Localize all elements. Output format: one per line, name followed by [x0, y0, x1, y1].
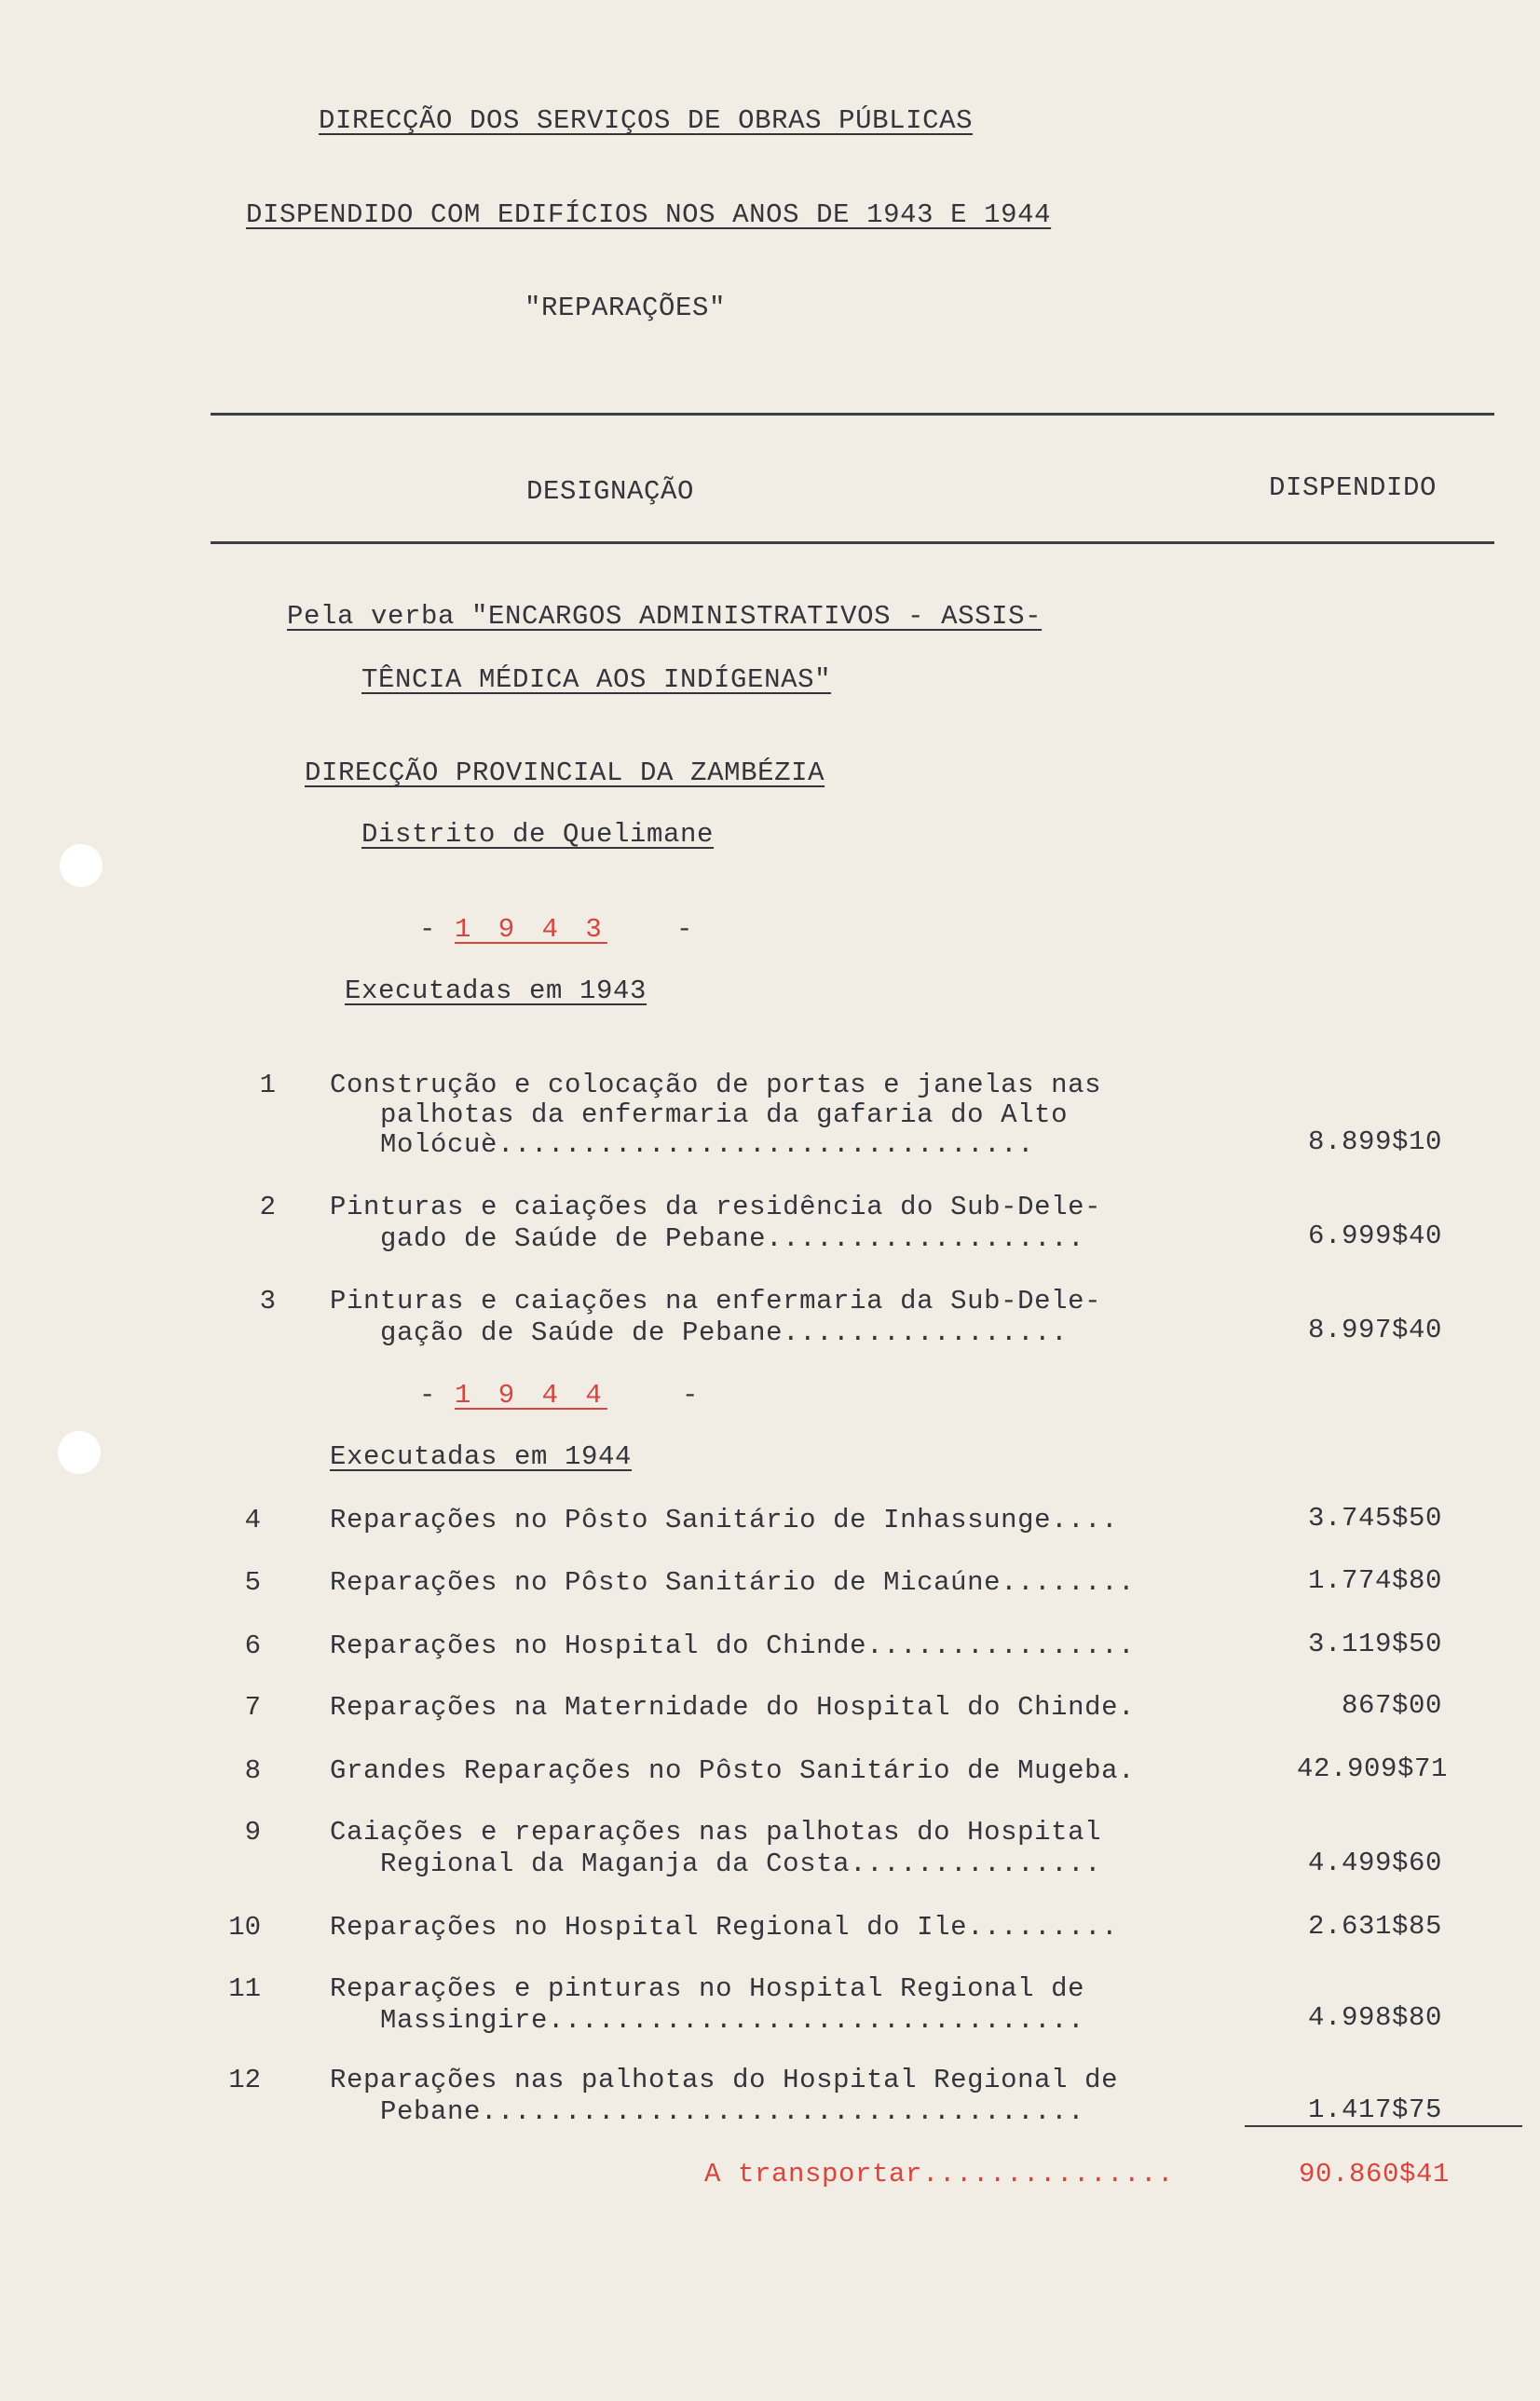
item-line: Caiações e reparações nas palhotas do Hospital — [330, 1817, 1102, 1848]
item-number: 2 — [259, 1192, 276, 1222]
header-rule-top — [211, 413, 1494, 416]
column-spent: DISPENDIDO — [1269, 472, 1438, 503]
item-amount: 1.417$75 — [1307, 2094, 1442, 2125]
item-amount: 867$00 — [1341, 1690, 1442, 1721]
item-line: Construção e colocação de portas e janelas nas — [330, 1070, 1102, 1100]
verba-line-2: TÊNCIA MÉDICA AOS INDÍGENAS" — [361, 664, 832, 695]
item-line: Reparações e pinturas no Hospital Regional de — [330, 1973, 1085, 2004]
district-title: Distrito de Quelimane — [361, 819, 715, 850]
item-number: 10 — [228, 1912, 261, 1943]
item-amount: 2.631$85 — [1307, 1911, 1442, 1942]
item-amount: 4.499$60 — [1307, 1848, 1442, 1878]
item-line: gado de Saúde de Pebane................... — [330, 1223, 1085, 1254]
item-amount: 4.998$80 — [1307, 2002, 1442, 2033]
item-amount: 8.997$40 — [1307, 1315, 1442, 1345]
year-1944-heading: 1 9 4 4 — [455, 1380, 607, 1411]
item-number: 1 — [259, 1070, 276, 1100]
item-line: Massingire................................ — [330, 2005, 1085, 2036]
item-amount: 42.909$71 — [1296, 1753, 1448, 1784]
item-number: 9 — [244, 1817, 261, 1848]
item-amount: 6.999$40 — [1307, 1221, 1442, 1251]
item-number: 7 — [244, 1692, 261, 1723]
item-line: palhotas da enfermaria da gafaria do Alto — [330, 1099, 1069, 1130]
item-number: 12 — [228, 2065, 261, 2095]
total-rule — [1245, 2125, 1522, 2127]
direction-title: DIRECÇÃO PROVINCIAL DA ZAMBÉZIA — [305, 757, 825, 788]
total-amount: 90.860$41 — [1298, 2159, 1450, 2190]
item-amount: 3.745$50 — [1307, 1503, 1442, 1534]
item-number: 11 — [228, 1973, 261, 2004]
year-1944-subtitle: Executadas em 1944 — [330, 1441, 633, 1472]
item-line: Reparações no Pôsto Sanitário de Micaúne........ — [330, 1567, 1136, 1598]
item-number: 5 — [244, 1567, 261, 1598]
item-line: Reparações nas palhotas do Hospital Regional de — [330, 2065, 1119, 2095]
year-1943-heading: 1 9 4 3 — [455, 914, 607, 945]
item-number: 3 — [259, 1286, 276, 1316]
punch-hole-bottom — [58, 1431, 101, 1474]
item-number: 8 — [244, 1755, 261, 1786]
item-line: Reparações na Maternidade do Hospital do Chinde. — [330, 1692, 1136, 1723]
item-number: 4 — [244, 1505, 261, 1535]
year-1943-subtitle: Executadas em 1943 — [345, 975, 647, 1006]
header-section-title: "REPARAÇÕES" — [525, 293, 727, 323]
year-1944-dash-right: - — [682, 1380, 700, 1411]
item-line: gação de Saúde de Pebane................. — [330, 1317, 1069, 1348]
item-line: Reparações no Hospital Regional do Ile......... — [330, 1912, 1119, 1943]
item-line: Regional da Maganja da Costa............... — [330, 1848, 1102, 1879]
item-amount: 8.899$10 — [1307, 1126, 1442, 1157]
item-line: Pinturas e caiações na enfermaria da Sub-Dele- — [330, 1286, 1102, 1316]
item-amount: 3.119$50 — [1307, 1629, 1442, 1659]
verba-line-1: Pela verba "ENCARGOS ADMINISTRATIVOS - ASSIS- — [287, 601, 1043, 632]
item-number: 6 — [244, 1630, 261, 1661]
item-line: Reparações no Pôsto Sanitário de Inhassunge.... — [330, 1505, 1119, 1535]
year-1944-dash-left: - — [419, 1380, 437, 1411]
year-1943-dash-right: - — [676, 914, 694, 945]
item-line: Pinturas e caiações da residência do Sub-Dele- — [330, 1192, 1102, 1222]
punch-hole-top — [60, 844, 102, 887]
header-rule-bottom — [211, 541, 1494, 544]
total-label: A transportar............... — [704, 2159, 1175, 2190]
item-amount: 1.774$80 — [1307, 1565, 1442, 1596]
item-line: Grandes Reparações no Pôsto Sanitário de Mugeba. — [330, 1755, 1136, 1786]
column-designation: DESIGNAÇÃO — [526, 476, 695, 507]
header-subtitle: DISPENDIDO COM EDIFÍCIOS NOS ANOS DE 1943 E 1944 — [246, 199, 1052, 230]
item-line: Reparações no Hospital do Chinde................ — [330, 1630, 1136, 1661]
item-line: Molócuè................................ — [330, 1129, 1035, 1160]
item-line: Pebane.................................... — [330, 2096, 1085, 2127]
year-1943-dash-left: - — [419, 914, 437, 945]
header-title: DIRECÇÃO DOS SERVIÇOS DE OBRAS PÚBLICAS — [319, 105, 974, 136]
